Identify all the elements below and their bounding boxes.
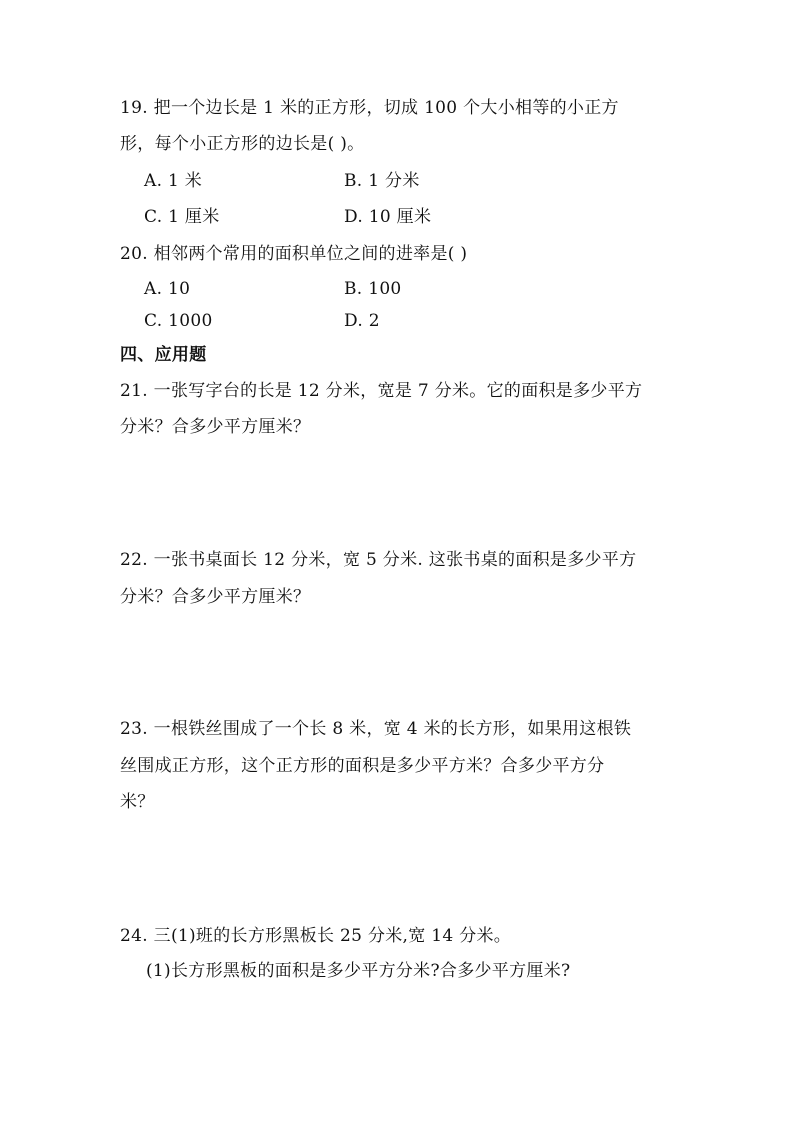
q20-option-c: C. 1000	[144, 311, 213, 331]
q21-line-2: 分米？合多少平方厘米？	[120, 417, 311, 437]
q20-option-b: B. 100	[344, 279, 402, 299]
q23-line-1: 23. 一根铁丝围成了一个长 8 米，宽 4 米的长方形，如果用这根铁	[120, 719, 632, 739]
q19-option-a: A. 1 米	[144, 171, 203, 191]
q23-line-2: 丝围成正方形，这个正方形的面积是多少平方米？合多少平方分	[120, 756, 605, 776]
q19-option-c: C. 1 厘米	[144, 207, 220, 227]
q20-option-d: D. 2	[344, 311, 380, 331]
q19-line-1: 19. 把一个边长是 1 米的正方形，切成 100 个大小相等的小正方	[120, 98, 619, 118]
q21-line-1: 21. 一张写字台的长是 12 分米，宽是 7 分米。它的面积是多少平方	[120, 381, 643, 401]
q24-line-1: 24. 三(1)班的长方形黑板长 25 分米,宽 14 分米。	[120, 926, 512, 946]
section-heading: 四、应用题	[120, 345, 207, 365]
q19-option-b: B. 1 分米	[344, 171, 420, 191]
q22-line-1: 22. 一张书桌面长 12 分米，宽 5 分米. 这张书桌的面积是多少平方	[120, 550, 637, 570]
q20-line-1: 20. 相邻两个常用的面积单位之间的进率是( )	[120, 244, 468, 264]
q19-option-d: D. 10 厘米	[344, 207, 432, 227]
q22-line-2: 分米？合多少平方厘米？	[120, 587, 311, 607]
q19-line-2: 形，每个小正方形的边长是( )。	[120, 134, 365, 154]
q23-line-3: 米？	[120, 792, 155, 812]
q20-option-a: A. 10	[144, 279, 191, 299]
q24-sub-1: (1)长方形黑板的面积是多少平方分米?合多少平方厘米?	[146, 961, 571, 981]
